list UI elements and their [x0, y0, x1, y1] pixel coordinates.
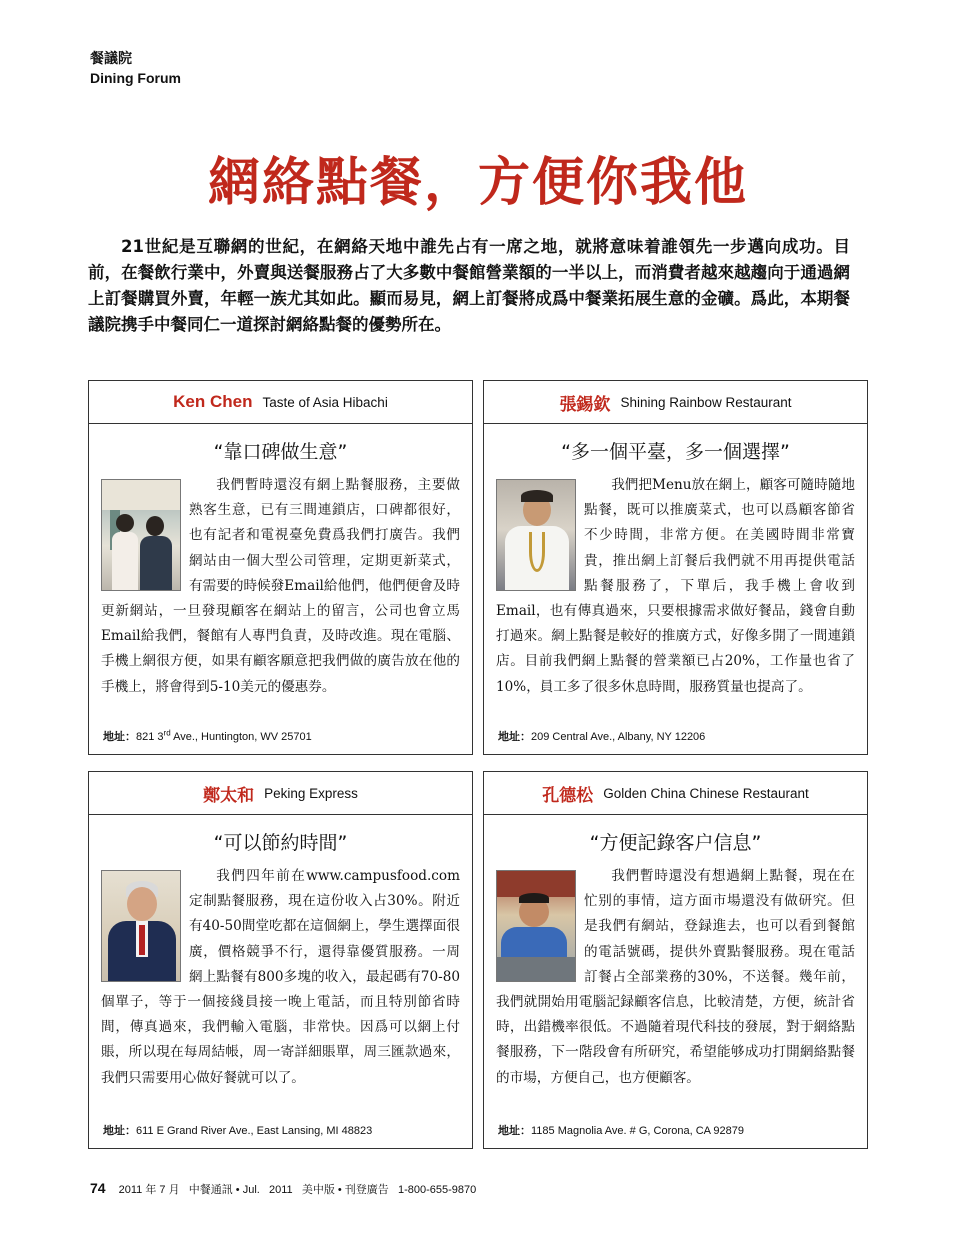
- address-line: [103, 1122, 372, 1138]
- page-headline: 網絡點餐，方便你我他: [207, 152, 748, 213]
- interviewee-name: 鄭太和: [203, 785, 255, 805]
- card-body-text: 我們把Menu放在網上，顧客可隨時隨地點餐，既可以推廣菜式，也可以爲顧客節省不少時間，非常方便。在美國時間非常寶貴，推出網上訂餐后我們就不用再提供電話點餐服務了，下單后，我手機上會收到Email，也有傳真過來，只要根據需求做好餐品，錢會自動打過來。網上點餐是較好的推廣方式，好像多開了一間連鎖店。目前我們網上點餐的營業額已占20%，工作量也省了10%，員工多了很多休息時間，服務質量也提高了。: [496, 477, 855, 695]
- restaurant-name: Taste of Asia Hibachi: [262, 394, 388, 410]
- address-label: 地址：: [103, 1124, 136, 1137]
- card-body-text: 我們暫時還沒有網上點餐服務，主要做熟客生意，已有三間連鎖店，口碑都很好，也有記者和電視臺免費爲我們打廣告。我們網站由一個大型公司管理，定期更新菜式，有需要的時候發Email給他們，他們便會及時更新網站，一旦發現顧客在網站上的留言，公司也會立馬Email給我們，餐館有人專門負責，及時改進。現在電腦、手機上網很方便，如果有顧客願意把我們做的廣告放在他的手機上，將會得到5-10美元的優惠券。: [101, 477, 460, 695]
- card-body-text: 我們四年前在www.campusfood.com定制點餐服務，現在這份收入占30%。附近有40-50間堂吃都在這個網上，學生選擇面很廣，價格競爭不行，還得靠優質服務。一周網上點餐有800多塊的收入，最起碼有70-80個單子，等于一個接綫員接一晚上電話，而且特別節省時間，傳真過來，我們輸入電腦，非常快。因爲可以網上付賬，所以現在每周結帳，周一寄詳細賬單，周三匯款過來，我們只需要用心做好餐就可以了。: [101, 868, 460, 1086]
- portrait-photo: [101, 479, 181, 591]
- restaurant-name: Peking Express: [264, 785, 358, 801]
- address-text: 821 3: [136, 731, 164, 743]
- page-number: 74: [90, 1180, 106, 1196]
- interview-card-zhang: [483, 380, 868, 755]
- footer-text: 2011 年 7 月 中餐通訊 • Jul. 2011 美中版 • 刊登廣告 1-800-655-9870: [118, 1184, 477, 1196]
- restaurant-name: Golden China Chinese Restaurant: [603, 785, 809, 801]
- section-title-zh: 餐議院: [90, 51, 132, 67]
- address-text: 209 Central Ave., Albany, NY 12206: [531, 731, 706, 743]
- portrait-photo: [496, 870, 576, 982]
- address-line: [498, 1122, 744, 1138]
- card-quote: “靠口碑做生意”: [213, 441, 348, 463]
- interviewee-name: 張錫欽: [559, 394, 611, 414]
- section-title-en: Dining Forum: [90, 70, 181, 86]
- address-superscript: rd: [163, 728, 171, 738]
- card-body-text: 我們暫時還没有想過網上點餐，現在在忙别的事情，這方面市場還没有做研究。但是我們有網站，登録進去，也可以看到餐館的電話號碼，提供外賣點餐服務。現在電話訂餐占全部業務的30%，不送餐。幾年前，我們就開始用電腦記録顧客信息，比較清楚，方便，統計省時，出錯機率很低。不過隨着現代科技的發展，對于網絡點餐服務，下一階段會有所研究，希望能够成功打開網絡點餐的市場，方便自己，也方便顧客。: [496, 868, 855, 1086]
- card-quote: “多一個平臺，多一個選擇”: [561, 441, 790, 463]
- address-text: 611 E Grand River Ave., East Lansing, MI 48823: [136, 1125, 373, 1137]
- address-label: 地址：: [498, 1124, 531, 1137]
- address-line: [103, 728, 312, 744]
- interview-card-zheng: [88, 771, 473, 1149]
- address-label: 地址：: [498, 730, 531, 743]
- portrait-photo: [101, 870, 181, 982]
- card-quote: “方便記錄客户信息”: [589, 832, 762, 854]
- restaurant-name: Shining Rainbow Restaurant: [620, 394, 792, 410]
- card-header: [89, 772, 472, 815]
- interviewee-name: 孔德松: [542, 785, 594, 805]
- address-label: 地址：: [103, 730, 136, 743]
- interview-card-kong: [483, 771, 868, 1149]
- card-quote: “可以節約時間”: [213, 832, 348, 854]
- address-line: [498, 728, 705, 744]
- address-text-rest: Ave., Huntington, WV 25701: [170, 731, 312, 743]
- card-header: [89, 381, 472, 424]
- interviewee-name: Ken Chen: [173, 392, 253, 411]
- intro-paragraph: 21世紀是互聯網的世紀，在網絡天地中誰先占有一席之地，就將意味着誰領先一步邁向成功。目前，在餐飲行業中，外賣與送餐服務占了大多數中餐館營業額的一半以上，而消費者越來越趨向于通過網上訂餐購買外賣，年輕一族尤其如此。顯而易見，網上訂餐將成爲中餐業拓展生意的金礦。爲此，本期餐議院携手中餐同仁一道探討網絡點餐的優勢所在。: [88, 237, 850, 334]
- card-header: [484, 772, 867, 815]
- address-text: 1185 Magnolia Ave. # G, Corona, CA 92879: [531, 1125, 745, 1137]
- card-header: [484, 381, 867, 424]
- interview-card-ken-chen: [88, 380, 473, 755]
- page-footer: [90, 1180, 476, 1197]
- portrait-photo: [496, 479, 576, 591]
